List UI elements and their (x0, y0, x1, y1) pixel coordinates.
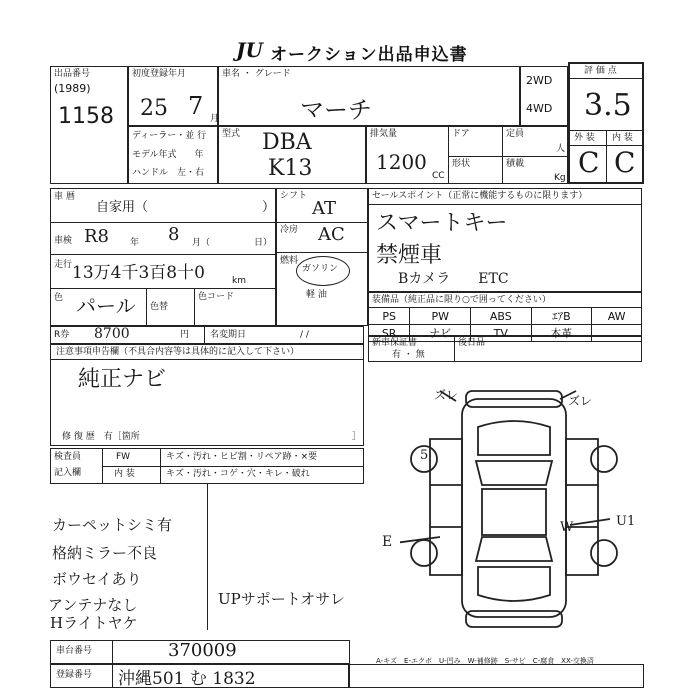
model-label: 車名 ・ グレード (222, 69, 291, 79)
displacement-label: 排気量 (370, 129, 398, 139)
windshield (476, 461, 552, 485)
lot-sub: (1989) (54, 82, 91, 95)
inspection-era: R8 (84, 226, 110, 247)
comment-right: UPサポートオサレ (218, 590, 345, 608)
left-side (430, 439, 462, 575)
type-label: 型式 (222, 129, 241, 139)
checker-fw-text: キズ・汚れ・ヒビ割・リペア跡・×要 (166, 452, 318, 462)
sales-label: セールスポイント（正常に機能するものに限ります） (372, 191, 588, 201)
equipment-label: 装備品（純正品に限り○で囲ってください） (372, 295, 551, 305)
score-value: 3.5 (584, 88, 632, 123)
checker-interior-text: キズ・汚れ・コゲ・穴・キレ・破れ (166, 469, 310, 479)
warranty-label: 後日品 (458, 338, 486, 348)
equip-leather: 本革 (531, 325, 592, 342)
mileage-label: 走行 (54, 260, 73, 270)
type-value-1: DBA (262, 130, 312, 155)
notes-label: 注意事項申告欄（不具合内容等は具体的に記入して下さい） (56, 347, 300, 357)
displacement-value: 1200 (376, 150, 427, 174)
hood (478, 421, 550, 455)
history-close: ） (262, 200, 276, 215)
rear-bumper (466, 611, 562, 627)
recycle-yen: 円 (180, 330, 190, 340)
lot-label: 出品番号 (54, 69, 91, 79)
plate-value: 沖縄501 む 1832 (118, 669, 256, 689)
type-value-2: K13 (268, 156, 313, 181)
transfer-slash: / / (300, 330, 309, 340)
dealer-row1: ディーラー・並 行 (132, 131, 207, 141)
registration-month: 7 (188, 92, 204, 120)
equip-pw: PW (410, 308, 471, 325)
inspection-label: 車検 (54, 236, 73, 246)
history-value: 自家用（ (96, 200, 149, 215)
sales-line-2: 禁煙車 (376, 243, 443, 268)
exterior-grade: C (578, 146, 600, 179)
legend-text: A-キズ E-エクボ U-凹み W-補修跡 S-サビ C-腐食 XX-交換済 (376, 657, 594, 665)
wheel-rr (591, 540, 617, 566)
comment-5: Hライトヤケ (50, 614, 138, 632)
registration-month-unit: 月 (210, 114, 220, 124)
signature-box (348, 664, 644, 688)
lot-value: 1158 (58, 104, 114, 129)
fuel-gas: ガソリン (302, 264, 339, 274)
diagram-w-mark: W (560, 520, 574, 535)
mileage-unit: km (232, 276, 246, 286)
trunk (478, 567, 550, 601)
color-code-label: 色コード (198, 292, 235, 302)
inspection-month: 8 (168, 224, 180, 245)
plate-label: 登録番号 (56, 670, 93, 680)
car-damage-diagram (400, 385, 630, 635)
color-change-label: 色替 (150, 302, 169, 312)
comment-3: ボウセイあり (52, 570, 142, 588)
ac-value: AC (318, 224, 345, 245)
page-title: オークション出品申込書 (270, 45, 468, 65)
inspection-month-unit: 月（ (192, 238, 211, 248)
equip-aw: AW (592, 308, 642, 325)
equip-abs: ABS (471, 308, 531, 325)
frame-label: 車台番号 (56, 646, 93, 656)
cc-unit: CC (432, 171, 445, 181)
dealer-row3: ハンドル 左・右 (132, 168, 205, 178)
transfer-label: 名変期日 (210, 330, 247, 340)
logo: JU (236, 38, 263, 62)
diagram-wheel-mark: 5 (420, 448, 429, 463)
frame-value: 370009 (168, 640, 237, 661)
drive-4wd: 4WD (526, 102, 553, 115)
score-label: 評 価 点 (584, 66, 617, 76)
new-car-label: 新車保証書 (372, 338, 418, 348)
kg-unit: Kg (554, 173, 566, 183)
sales-line-1: スマートキー (376, 211, 508, 236)
repair-history: 修 復 歴 有［箇所 (62, 432, 140, 442)
equip-ps: PS (369, 308, 410, 325)
checker-interior: 内 装 (114, 469, 135, 479)
roof (482, 489, 546, 535)
history-label: 車 暦 (54, 192, 75, 202)
exterior-label: 外 装 (574, 133, 595, 143)
repair-close-bracket: ］ (352, 432, 362, 442)
load-label: 積載 (506, 159, 525, 169)
shift-value: AT (312, 198, 337, 219)
diagram-zure-left: ズレ (434, 388, 459, 402)
equip-tv: TV (471, 325, 531, 342)
recycle-label: R券 (54, 330, 70, 340)
fuel-diesel: 軽 油 (306, 290, 327, 300)
inspection-year-unit: 年 (130, 238, 140, 248)
wheel-fr (591, 446, 617, 472)
capacity-label: 定員 (506, 129, 525, 139)
shape-label: 形状 (452, 159, 471, 169)
interior-grade: C (614, 146, 636, 179)
color-value: パール (76, 294, 136, 318)
door-label: ドア (452, 129, 470, 139)
color-label: 色 (54, 293, 64, 303)
new-car-value: 有 ・ 無 (392, 350, 425, 360)
ac-label: 冷房 (280, 225, 299, 235)
comment-2: 格納ミラー不良 (52, 544, 158, 562)
notes-text: 純正ナビ (78, 367, 167, 392)
checker-label-1: 検査員 (54, 452, 82, 462)
drive-2wd: 2WD (526, 74, 553, 87)
diagram-u-mark: U1 (616, 514, 636, 529)
equip-navi: ナビ (410, 325, 471, 342)
registration-year: 25 (140, 96, 168, 121)
sales-line-3: Bカメラ ETC (398, 271, 509, 287)
registration-label: 初度登録年月 (132, 69, 187, 79)
diagram-zure-right: ズレ (568, 394, 593, 408)
rear-window (476, 537, 552, 561)
wheel-rl (411, 540, 437, 566)
diagram-e-mark: E (382, 534, 393, 550)
mileage-value: 13万4千3百8十0 (72, 263, 205, 283)
fuel-label: 燃料 (280, 256, 299, 266)
comment-4: アンテナなし (48, 596, 138, 614)
recycle-value: 8700 (94, 326, 130, 342)
equip-airbag: ｴｱB (531, 308, 592, 325)
checker-label-2: 記入欄 (54, 468, 82, 478)
shift-label: シフト (280, 191, 308, 201)
inspection-day-unit: 日） (254, 238, 273, 248)
interior-label: 内 装 (612, 133, 633, 143)
right-side (566, 439, 598, 575)
dealer-row2: モデル年式 年 (132, 150, 204, 160)
equip-sr: SR (369, 325, 410, 342)
capacity-unit: 人 (556, 144, 566, 154)
checker-fw: FW (116, 452, 131, 462)
model-value: マーチ (300, 96, 372, 124)
comment-1: カーペットシミ有 (52, 516, 173, 534)
